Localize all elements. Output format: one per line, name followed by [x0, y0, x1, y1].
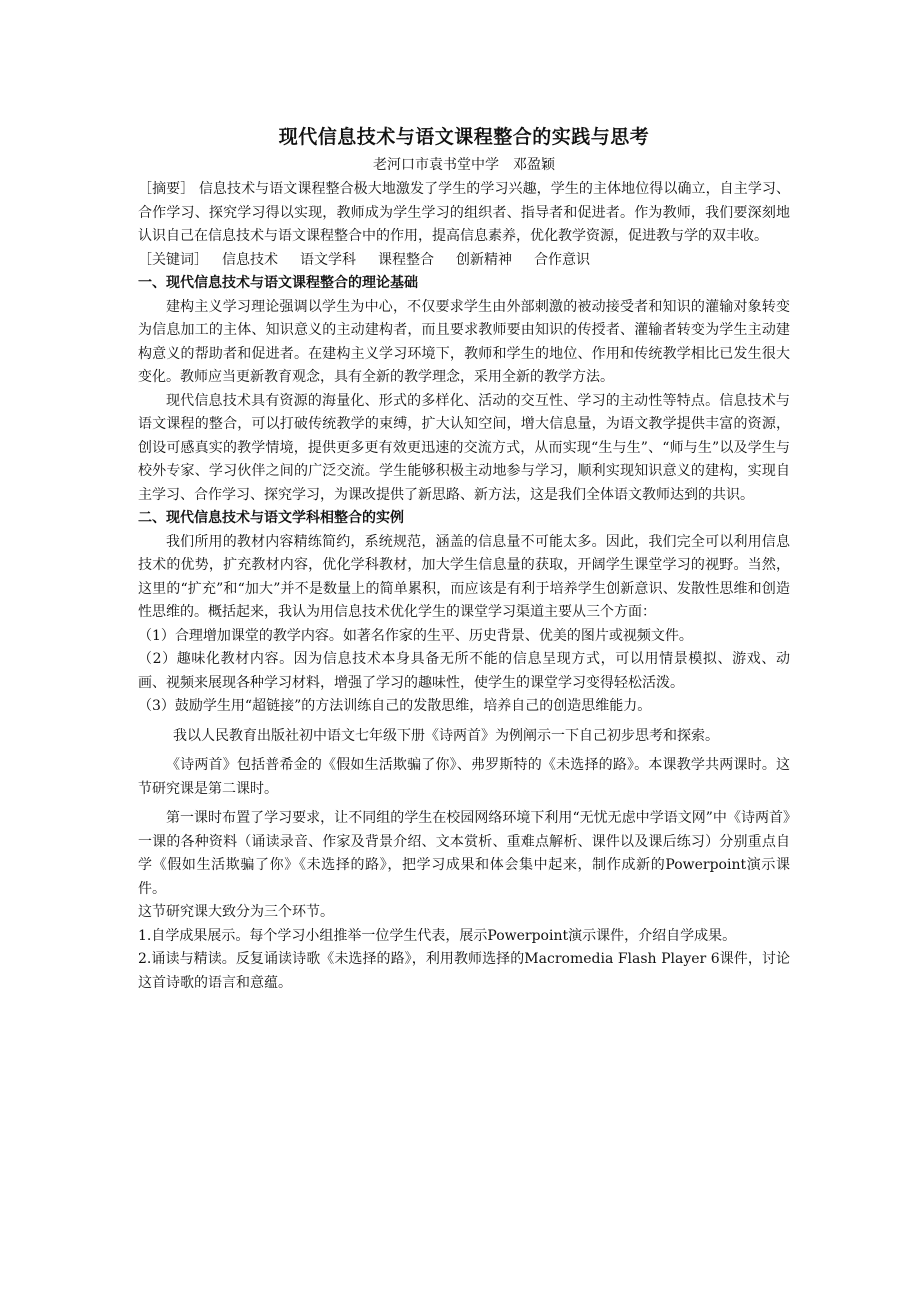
- keywords-line: [138, 249, 790, 273]
- example-paragraph: 我以人民教育出版社初中语文七年级下册《诗两首》为例阐示一下自己初步思考和探索。: [173, 727, 719, 744]
- section2-point: （2）趣味化教材内容。因为信息技术本身具备无所不能的信息呈现方式，可以用情景模拟、游戏、动画、视频来展现各种学习材料，增强了学习的趣味性，使学生的课堂学习变得轻松活泼。: [138, 651, 790, 691]
- section1-heading: 一、现代信息技术与语文课程整合的理论基础: [138, 275, 418, 291]
- lesson-step: 2.诵读与精读。反复诵读诗歌《未选择的路》，利用教师选择的Macromedia Flash Player 6课件，讨论这首诗歌的语言和意蕴。: [138, 951, 790, 991]
- section2-point: （3）鼓励学生用“超链接”的方法训练自己的发散思维，培养自己的创造思维能力。: [138, 698, 652, 714]
- section2-heading: 二、现代信息技术与语文学科相整合的实例: [138, 510, 404, 526]
- structure-intro: 这节研究课大致分为三个环节。: [138, 904, 334, 920]
- keyword-item: 信息技术: [222, 251, 278, 268]
- section1-paragraph: 现代信息技术具有资源的海量化、形式的多样化、活动的交互性、学习的主动性等特点。信息技术与语文课程的整合，可以打破传统教学的束缚，扩大认知空间，增大信息量，为语文教学提供丰富的资源，创设可感真实的教学情境，提供更多更有效更迅速的交流方式，从而实现“生与生”、“师与生”以及学生与校外专家、学习伙伴之间的广泛交流。学生能够积极主动地参与学习，顺利实现知识意义的建构，实现自主学习、合作学习、探究学习，为课改提供了新思路、新方法，这是我们全体语文教师达到的共识。: [138, 392, 790, 503]
- section2-intro: 我们所用的教材内容精练简约，系统规范，涵盖的信息量不可能太多。因此，我们完全可以利用信息技术的优势，扩充教材内容，优化学科教材，加大学生信息量的获取，开阔学生课堂学习的视野。当然，这里的“扩充”和“加大”并不是数量上的简单累积，而应该是有利于培养学生创新意识、发散性思维和创造性思维的。概括起来，我认为用信息技术优化学生的课堂学习渠道主要从三个方面：: [138, 533, 790, 620]
- example-paragraph: 第一课时布置了学习要求，让不同组的学生在校园网络环境下利用“无忧无虑中学语文网”中《诗两首》一课的各种资料（诵读录音、作家及背景介绍、文本赏析、重难点解析、课件以及课后练习）分别重点自学《假如生活欺骗了你》《未选择的路》，把学习成果和体会集中起来，制作成新的Powerpoint演示课件。: [138, 810, 790, 897]
- keyword-item: 合作意识: [534, 251, 590, 268]
- abstract-paragraph: ［摘要］ 信息技术与语文课程整合极大地激发了学生的学习兴趣，学生的主体地位得以确立，自主学习、合作学习、探究学习得以实现，教师成为学生学习的组织者、指导者和促进者。作为教师，我们要深刻地认识自己在信息技术与语文课程整合中的作用，提高信息素养，优化教学资源，促进教与学的双丰收。: [138, 181, 790, 244]
- keyword-item: 语文学科: [300, 251, 356, 268]
- lesson-step: 1.自学成果展示。每个学习小组推举一位学生代表，展示Powerpoint演示课件，介绍自学成果。: [138, 927, 737, 944]
- document-page: [138, 122, 790, 995]
- keywords-label: ［关键词］: [138, 251, 208, 268]
- example-paragraph: 《诗两首》包括普希金的《假如生活欺骗了你》、弗罗斯特的《未选择的路》。本课教学共两课时。这节研究课是第二课时。: [138, 757, 790, 797]
- document-title: 现代信息技术与语文课程整合的实践与思考: [278, 126, 650, 148]
- section2-point: （1）合理增加课堂的教学内容。如著名作家的生平、历史背景、优美的图片或视频文件。: [138, 627, 693, 644]
- section1-paragraph: 建构主义学习理论强调以学生为中心，不仅要求学生由外部刺激的被动接受者和知识的灌输对象转变为信息加工的主体、知识意义的主动建构者，而且要求教师要由知识的传授者、灌输者转变为学生主动建构意义的帮助者和促进者。在建构主义学习环境下，教师和学生的地位、作用和传统教学相比已发生很大变化。教师应当更新教育观念，具有全新的教学理念，采用全新的教学方法。: [138, 298, 790, 385]
- keyword-item: 课程整合: [378, 251, 434, 268]
- keyword-item: 创新精神: [456, 251, 512, 268]
- author-line: 老河口市袁书堂中学 邓盈颖: [373, 157, 555, 173]
